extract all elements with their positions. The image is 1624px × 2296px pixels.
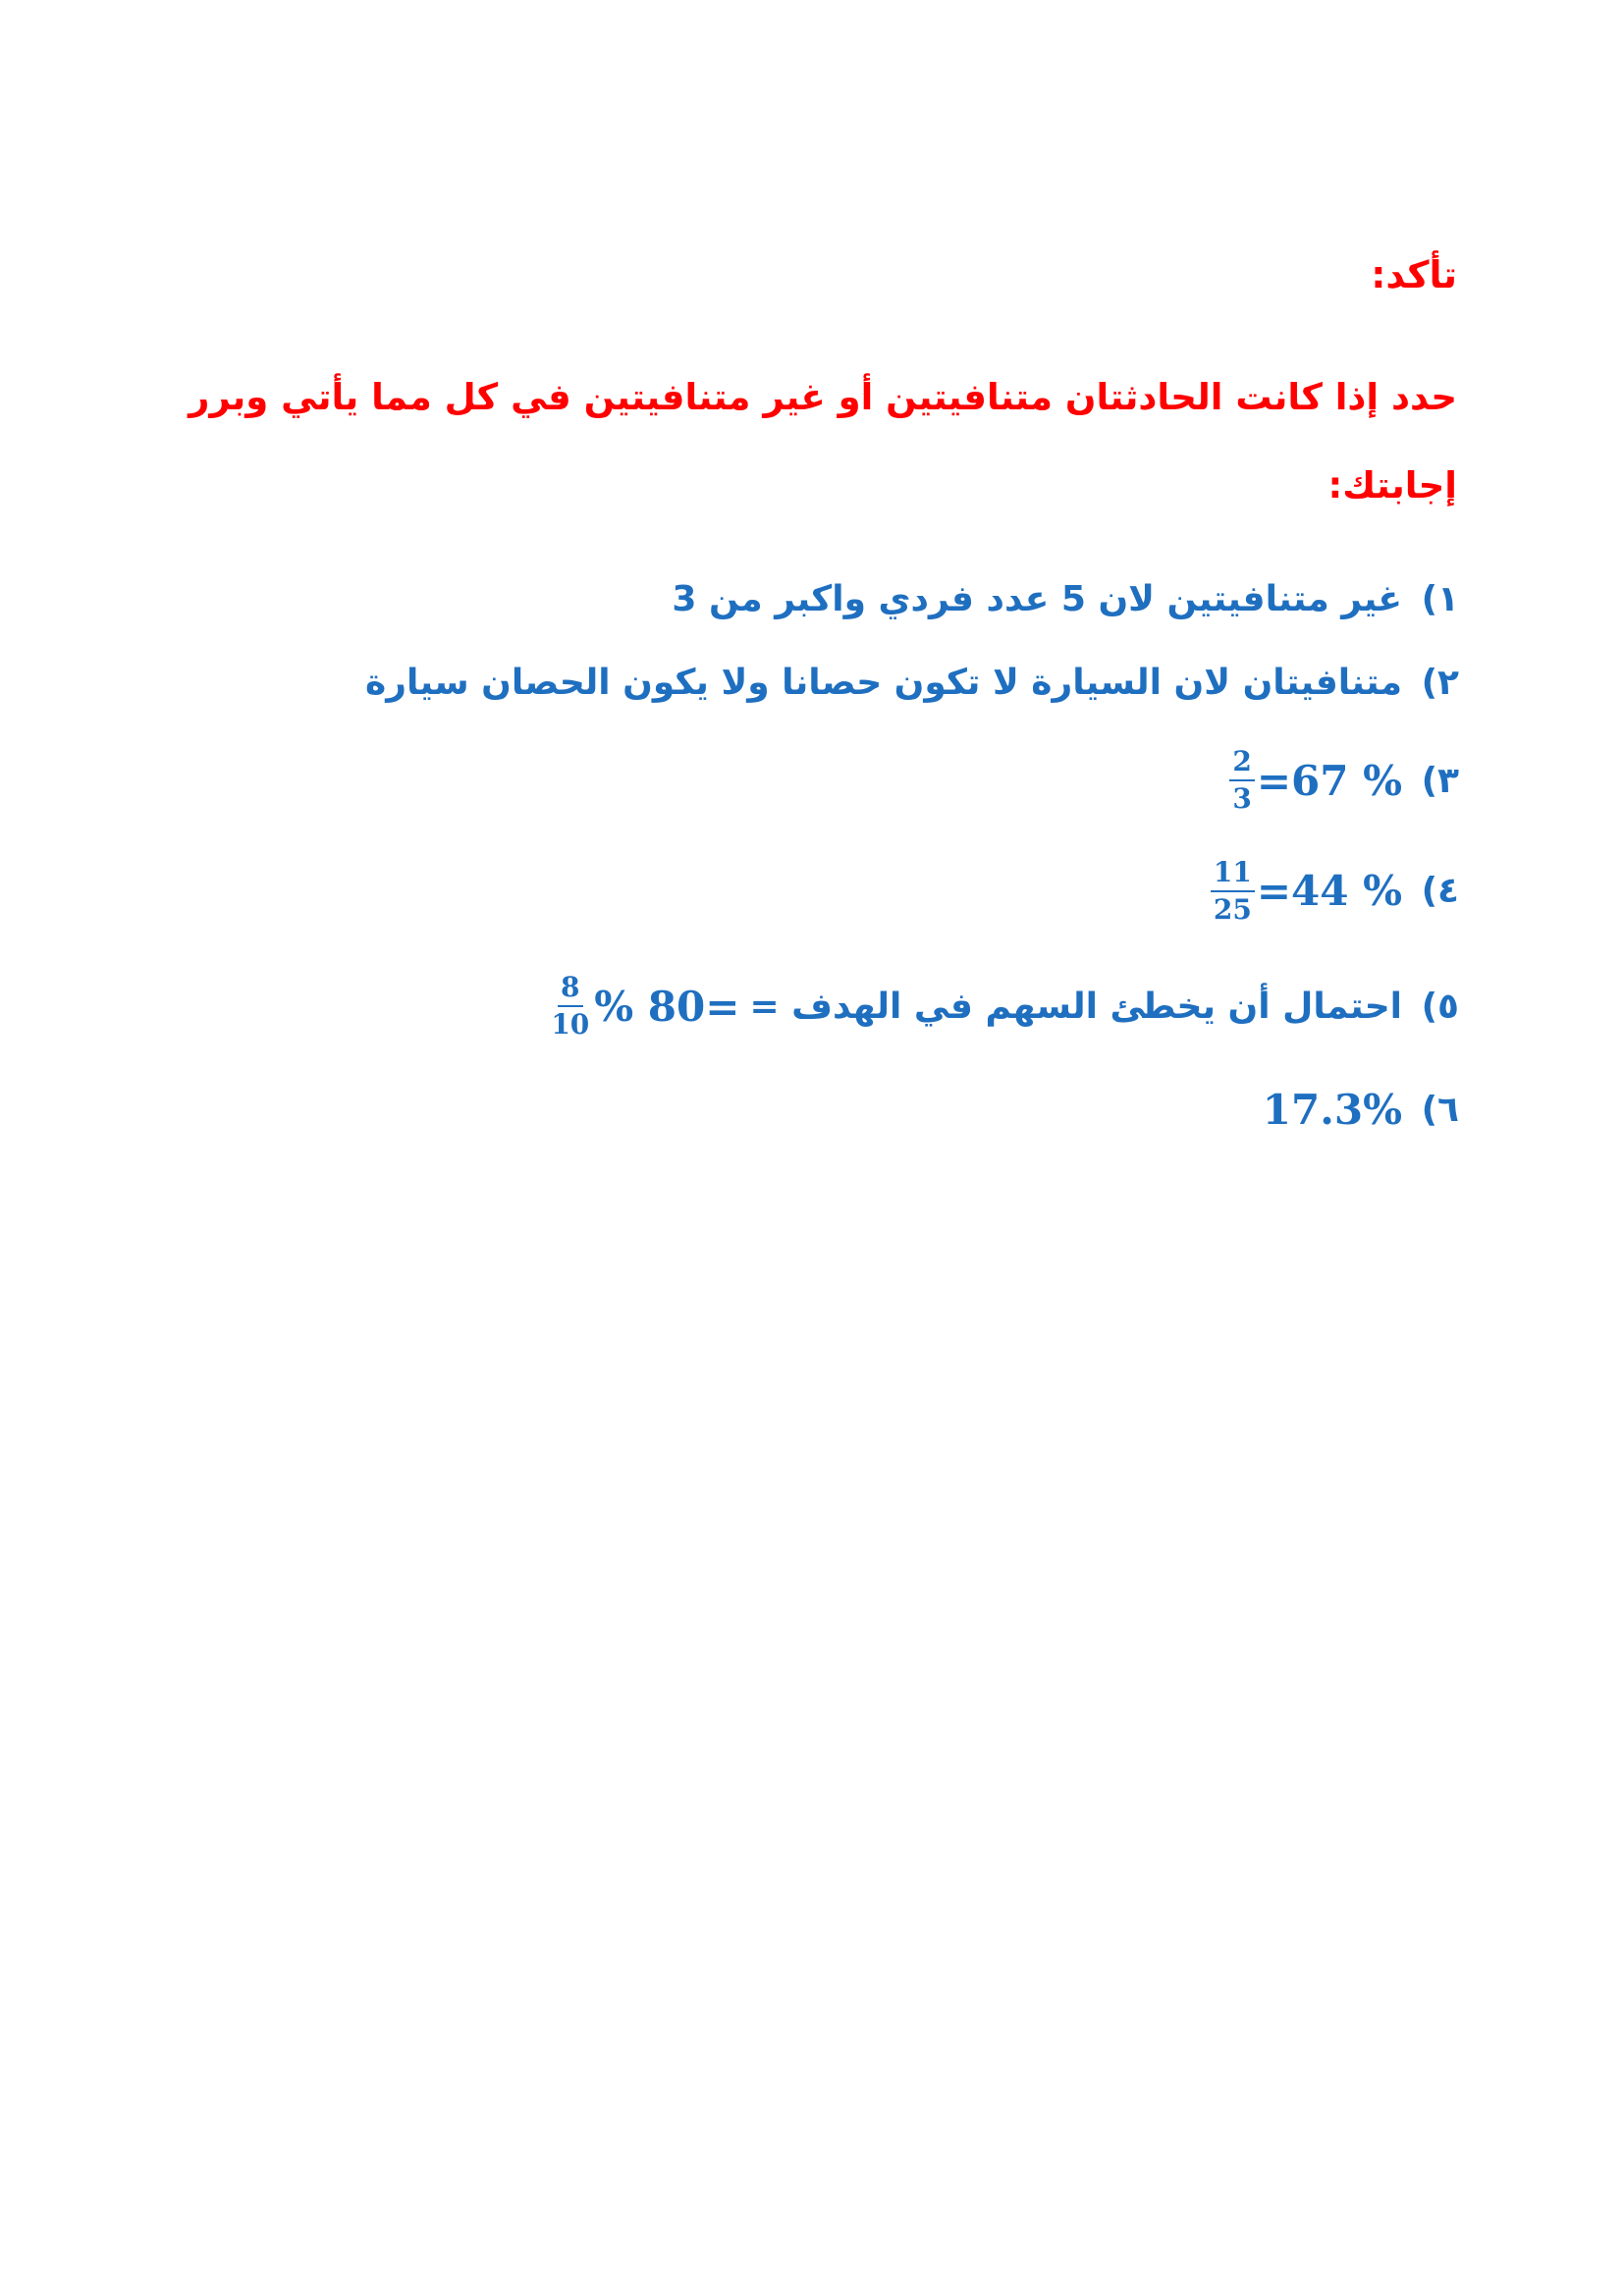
answers-list [134,560,1459,1153]
answer-3 [134,726,1459,834]
answer-4-result: =44 % [1256,867,1402,915]
answer-1 [134,560,1459,638]
instruction-text: حدد إذا كانت الحادثتان متنافيتين أو غير متنافيتين في كل مما يأتي وبرر إجابتك: [189,376,1457,507]
answer-1-number: ١) [1421,578,1459,619]
answer-4-denominator: 25 [1213,892,1252,926]
answer-6-result: 17.3% [1262,1085,1402,1134]
answer-4 [134,834,1459,947]
answer-5-number: ٥) [1421,986,1459,1027]
answer-3-result: =67 % [1256,756,1402,805]
answer-4-numerator: 11 [1211,857,1255,892]
answer-6-math [1263,1086,1402,1134]
answer-3-numerator: 2 [1229,746,1254,781]
answer-2 [134,638,1459,726]
answer-5-fraction [548,972,592,1041]
answer-2-text: متنافيتان لان السيارة لا تكون حصانا ولا يكون الحصان سيارة [365,662,1402,703]
answer-6-number: ٦) [1421,1089,1459,1130]
answer-1-text: غير متنافيتين لان 5 عدد فردي واكبر من 3 [672,578,1402,619]
answer-5-math [548,972,739,1041]
answer-3-fraction [1229,746,1254,815]
answer-6 [134,1065,1459,1153]
answer-3-number: ٣) [1421,760,1459,801]
answer-5-result: % 80= [594,982,740,1031]
answer-3-denominator: 3 [1232,782,1252,815]
heading: تأكد: [1371,253,1457,296]
answer-4-math [1211,857,1402,926]
answer-5 [134,947,1459,1065]
answer-4-fraction [1211,857,1255,926]
answer-5-denominator: 10 [551,1008,590,1041]
answer-5-text: احتمال أن يخطئ السهم في الهدف = [749,986,1402,1027]
answer-4-number: ٤) [1421,871,1459,911]
answer-2-number: ٢) [1421,662,1459,703]
answer-5-numerator: 8 [558,972,582,1007]
answer-3-math [1229,746,1402,815]
